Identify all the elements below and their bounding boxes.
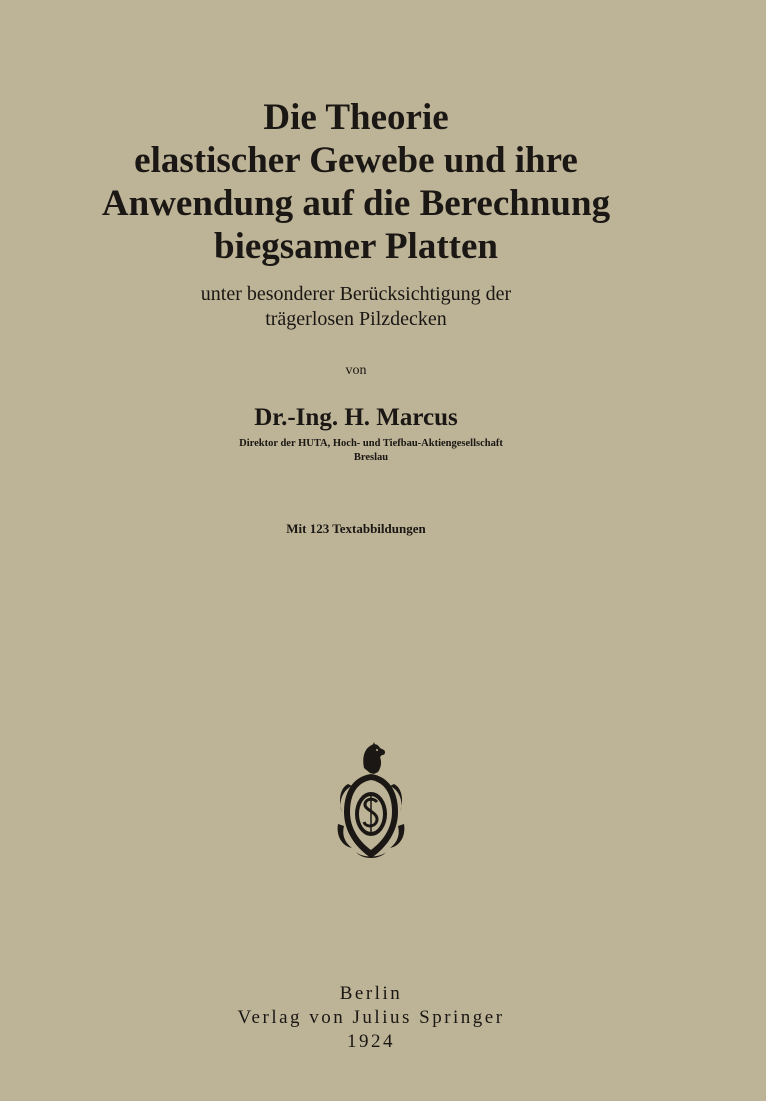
title-line-4: biegsamer Platten [214, 226, 498, 267]
title-line-2: elastischer Gewebe und ihre [134, 140, 578, 181]
author-affiliation [206, 437, 536, 465]
subtitle-line-2: trägerlosen Pilzdecken [265, 308, 447, 330]
figures-note: Mit 123 Textabbildungen [286, 521, 426, 536]
title-line-1: Die Theorie [263, 97, 449, 138]
affiliation-line-2: Breslau [353, 452, 389, 463]
book-subtitle [0, 282, 712, 332]
title-line-3: Anwendung auf die Berechnung [101, 183, 611, 224]
by-word: von [345, 363, 367, 378]
author-name: Dr.-Ing. H. Marcus [254, 404, 458, 431]
book-title [0, 96, 712, 268]
imprint-publisher: Verlag von Julius Springer [237, 1007, 505, 1028]
imprint-city: Berlin [339, 983, 403, 1004]
subtitle-line-1: unter besonderer Berücksichtigung der [200, 283, 512, 305]
imprint [0, 982, 742, 1054]
springer-horse-emblem-icon [334, 740, 408, 862]
imprint-year: 1924 [347, 1031, 395, 1052]
affiliation-line-1: Direktor der HUTA, Hoch- und Tiefbau-Aktiengesellschaft [239, 438, 503, 449]
